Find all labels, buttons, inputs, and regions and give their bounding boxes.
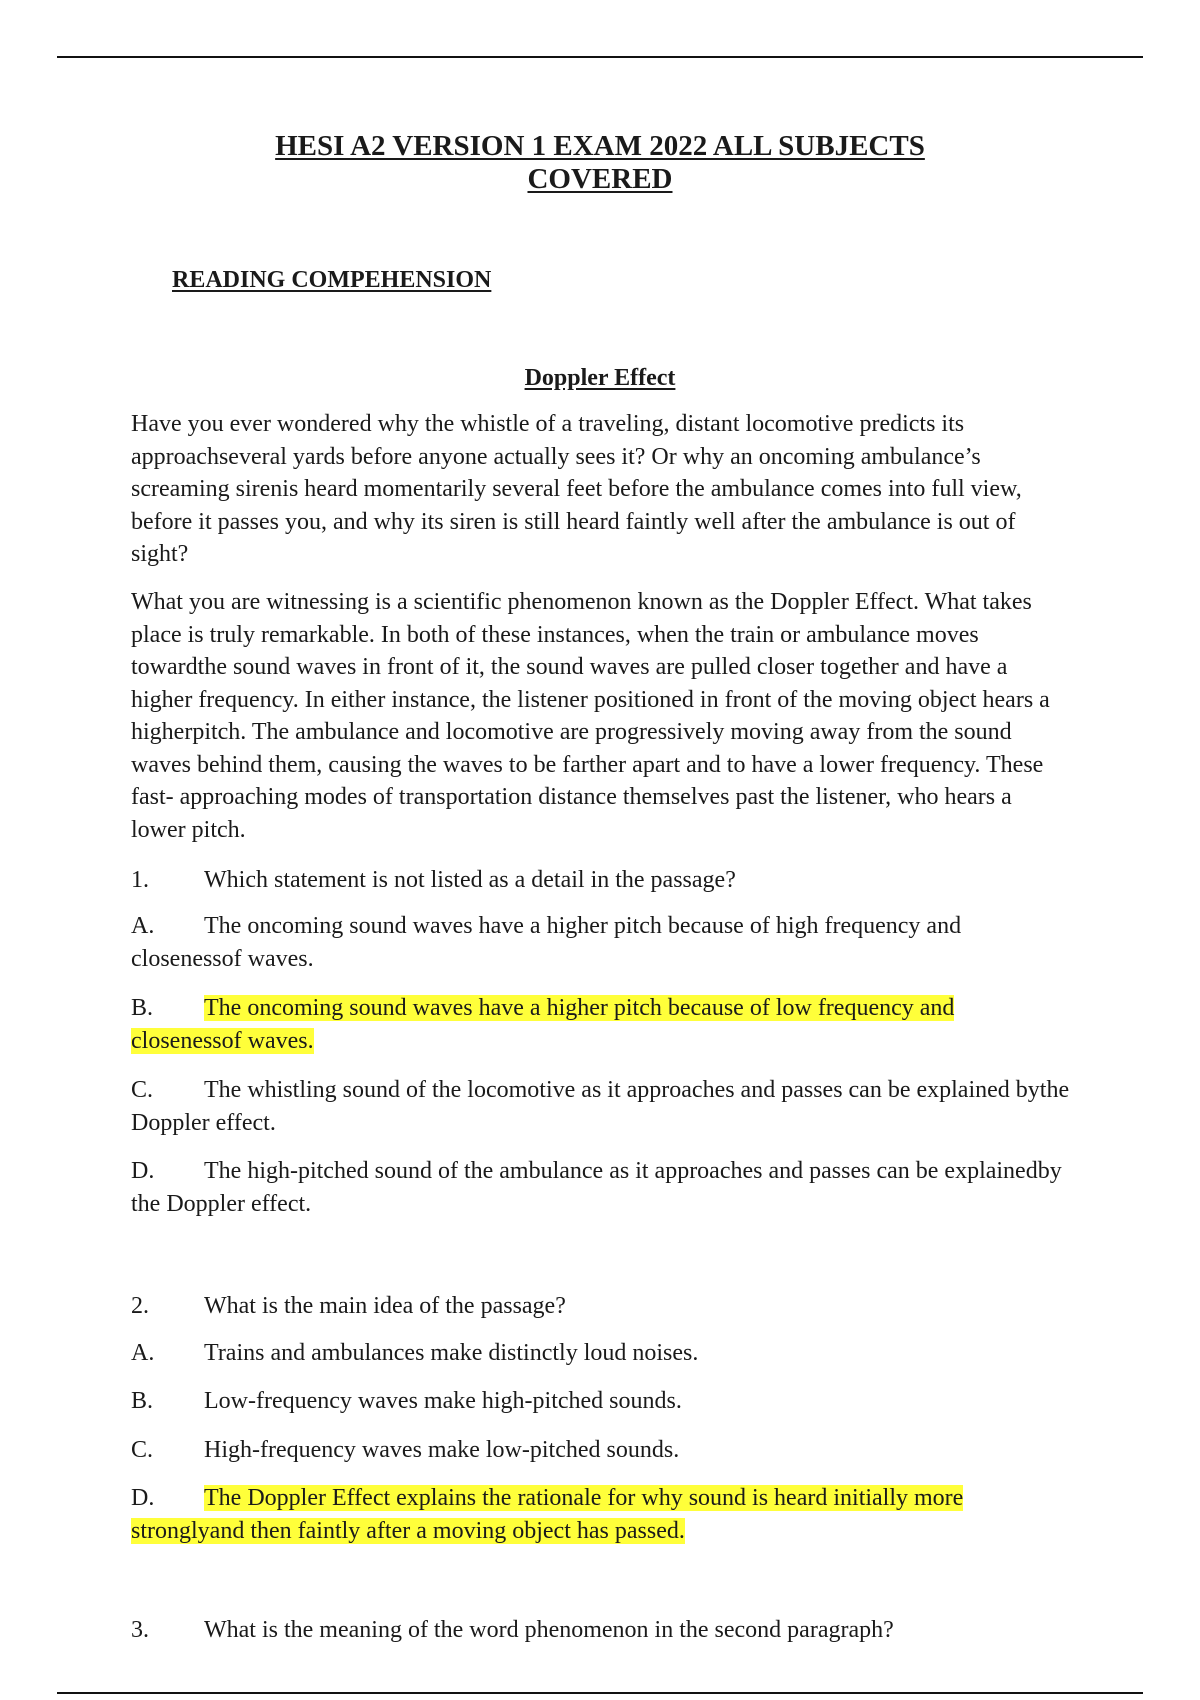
passage-title: Doppler Effect: [524, 365, 676, 391]
option-label: C.: [131, 1077, 154, 1103]
question-number: 2.: [131, 1293, 149, 1319]
q2-option-d: [131, 1482, 1071, 1547]
option-text: The high-pitched sound of the ambulance as it approaches and passes can be explainedby the Doppler effect.: [131, 1158, 1062, 1217]
option-text: High-frequency waves make low-pitched sounds.: [204, 1437, 680, 1463]
section-heading: READING COMPEHENSION: [172, 267, 492, 293]
q2-option-a: [131, 1337, 1071, 1370]
option-text-highlighted: The Doppler Effect explains the rationale for why sound is heard initially more stronglyand then faintly after a moving object has passed.: [131, 1485, 964, 1544]
question-2: [131, 1290, 1071, 1323]
option-label: A.: [131, 1340, 155, 1366]
option-text: Trains and ambulances make distinctly loud noises.: [204, 1340, 699, 1366]
option-label: C.: [131, 1437, 154, 1463]
question-text: What is the meaning of the word phenomenon in the second paragraph?: [204, 1617, 894, 1643]
q1-option-d: [131, 1155, 1071, 1220]
option-label: D.: [131, 1485, 155, 1511]
document-title: [0, 130, 1200, 196]
passage-paragraph-1: Have you ever wondered why the whistle of a traveling, distant locomotive predicts its approachseveral yards before anyone actually sees it? Or why an oncoming ambulance’s screaming sirenis heard momentarily several feet before the ambulance comes into full view, before it passes you, and why its siren is still heard faintly well after the ambulance is out of sight?: [131, 411, 1022, 567]
option-label: B.: [131, 1388, 154, 1414]
title-line-2: COVERED: [527, 163, 673, 195]
option-text-highlighted: The oncoming sound waves have a higher pitch because of low frequency and closenessof waves.: [131, 995, 955, 1054]
option-text: Low-frequency waves make high-pitched sounds.: [204, 1388, 682, 1414]
option-label: B.: [131, 995, 154, 1021]
question-number: 1.: [131, 867, 149, 893]
option-label: A.: [131, 913, 155, 939]
top-rule: [57, 56, 1143, 58]
option-text: The oncoming sound waves have a higher pitch because of high frequency and closenessof waves.: [131, 913, 962, 972]
bottom-rule: [57, 1692, 1143, 1694]
question-number: 3.: [131, 1617, 149, 1643]
q1-option-b: [131, 992, 1071, 1057]
question-text: Which statement is not listed as a detail in the passage?: [204, 867, 736, 893]
q1-option-a: [131, 910, 1071, 975]
option-text: The whistling sound of the locomotive as it approaches and passes can be explained bythe Doppler effect.: [131, 1077, 1070, 1136]
q2-option-b: [131, 1385, 1071, 1418]
question-1: [131, 864, 1071, 897]
passage-paragraph-2: What you are witnessing is a scientific phenomenon known as the Doppler Effect. What takes place is truly remarkable. In both of these instances, when the train or ambulance moves towardthe sound waves in front of it, the sound waves are pulled closer together and have a higher frequency. In either instance, the listener positioned in front of the moving object hears a higherpitch. The ambulance and locomotive are progressively moving away from the sound waves behind them, causing the waves to be farther apart and to have a lower frequency. These fast- approaching modes of transportation distance themselves past the listener, who hears a lower pitch.: [131, 589, 1050, 843]
q1-option-c: [131, 1074, 1071, 1139]
title-line-1: HESI A2 VERSION 1 EXAM 2022 ALL SUBJECTS: [275, 130, 925, 162]
q2-option-c: [131, 1434, 1071, 1467]
question-3: [131, 1614, 1071, 1647]
option-label: D.: [131, 1158, 155, 1184]
question-text: What is the main idea of the passage?: [204, 1293, 566, 1319]
